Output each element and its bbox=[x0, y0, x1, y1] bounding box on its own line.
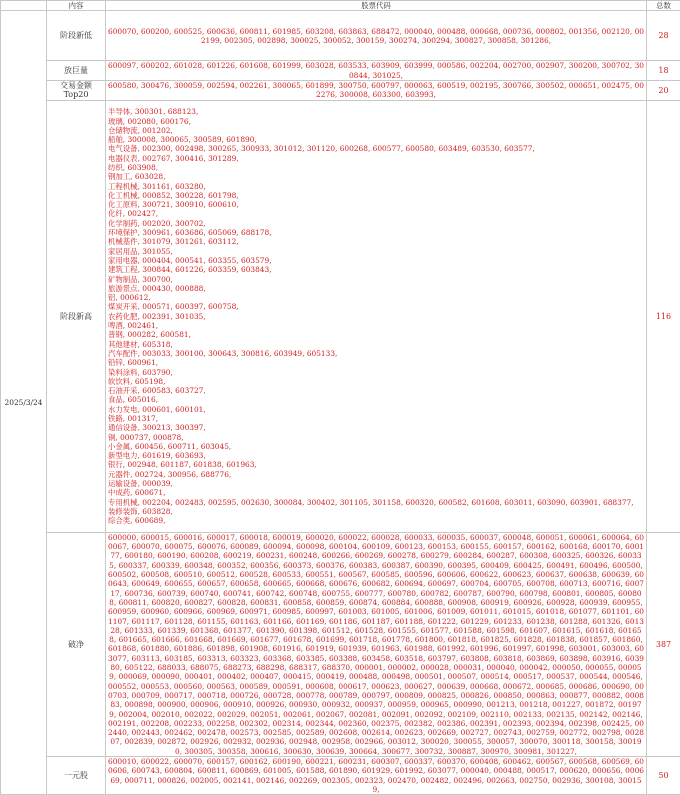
industry-line: 专用机械, 002204, 002483, 002595, 002630, 300084, 300402, 301105, 301158, 600320, 600582, 601608, 603011, 603090, 603901, 688377, bbox=[108, 498, 644, 507]
category-cell: 一元股 bbox=[47, 757, 106, 795]
header-row bbox=[1, 1, 680, 11]
industry-line: 化工原料, 300721, 300910, 600610, bbox=[108, 200, 644, 209]
count-cell: 50 bbox=[647, 757, 680, 795]
industry-line: 银行, 002948, 601187, 601838, 601963, bbox=[108, 460, 644, 469]
category-cell: 阶段新低 bbox=[47, 11, 106, 61]
industry-line: 运输设备, 000039, bbox=[108, 479, 644, 488]
industry-line: 铅锌, 600961, bbox=[108, 358, 644, 367]
header-content: 内容 bbox=[47, 1, 106, 11]
industry-line: 旅游景点, 000430, 000888, bbox=[108, 284, 644, 293]
category-cell: 阶段新高 bbox=[47, 100, 106, 532]
category-cell: 放巨量 bbox=[47, 61, 106, 81]
industry-line: 水力发电, 000601, 600101, bbox=[108, 405, 644, 414]
count-cell: 116 bbox=[647, 100, 680, 532]
industry-line: 食品, 605016, bbox=[108, 395, 644, 404]
industry-line: 啤酒, 002461, bbox=[108, 321, 644, 330]
codes-cell: 600097, 600202, 601028, 601226, 601608, 601999, 603028, 603533, 603909, 603999, 000586, 002204, 002700, 002907, 300200, 300702, 300844, 301025, bbox=[106, 61, 647, 81]
industry-line: 其他建材, 605318, bbox=[108, 340, 644, 349]
table-row bbox=[1, 11, 680, 61]
industry-line: 装修装饰, 603828, bbox=[108, 507, 644, 516]
industry-line: 纺织, 603908, bbox=[108, 163, 644, 172]
industry-line: 仓储物流, 001202, bbox=[108, 126, 644, 135]
industry-line: 建筑工程, 300844, 601226, 603359, 603843, bbox=[108, 265, 644, 274]
industry-line: 综合类, 600689, bbox=[108, 516, 644, 525]
industry-line: 软饮料, 605198, bbox=[108, 377, 644, 386]
industry-line: 化工机械, 000852, 300228, 601798, bbox=[108, 191, 644, 200]
industry-line: 化学制药, 002020, 300702, bbox=[108, 219, 644, 228]
category-cell: 交易金额Top20 bbox=[47, 80, 106, 100]
industry-line: 矿物制品, 300700, bbox=[108, 275, 644, 284]
industry-line: 化纤, 002427, bbox=[108, 209, 644, 218]
codes-cell: 600580, 300476, 300059, 002594, 002261, 300065, 601899, 300750, 600797, 000063, 600519, 002195, 300766, 300502, 000651, 002475, 002276, 300008, 603300, 603993, bbox=[106, 80, 647, 100]
category-cell: 破净 bbox=[47, 532, 106, 756]
industry-line: 工程机械, 301161, 603280, bbox=[108, 182, 644, 191]
table-row bbox=[1, 80, 680, 100]
codes-cell: 600000, 600015, 600016, 600017, 600018, 600019, 600020, 600022, 600028, 600033, 600035, 600037, 600048, 600051, 600061, 600064, 600067, 600070, 600075, 600076, 600089, 600094, 600098, 600104, 600109, 600123, 600153, 600155, 600157, 600162, 600168, 600170, 600177, 600180, 600190, 600208, 600219, 600231, 600248, 600266, 600269, 600278, 600279, 600284, 600287, 600308, 600325, 600326, 600335, 600337, 600339, 600348, 600352, 600356, 600373, 600376, 600383, 600387, 600390, 600395, 600409, 600425, 600491, 600496, 600500, 600502, 600508, 600510, 600512, 600528, 600533, 600551, 600567, 600585, 600596, 600606, 600622, 600623, 600637, 600638, 600639, 600643, 600649, 600655, 600657, 600658, 600665, 600668, 600676, 600682, 600694, 600697, 600704, 600705, 600708, 600713, 600716, 600717, 600736, 600739, 600740, 600741, 600742, 600748, 600755, 600777, 600780, 600782, 600787, 600790, 600798, 600801, 600805, 600808, 600811, 600820, 600827, 600828, 600831, 600858, 600859, 600874, 600884, 600888, 600908, 600919, 600926, 600928, 600939, 600955, 600959, 600960, 600966, 600969, 600971, 600985, 600997, 601003, 601005, 601006, 601009, 601011, 601015, 601018, 601077, 601101, 601107, 601117, 601128, 601155, 601163, 601166, 601169, 601186, 601187, 601188, 601222, 601229, 601233, 601238, 601288, 601326, 601328, 601333, 601339, 601368, 601377, 601390, 601398, 601512, 601528, 601555, 601577, 601588, 601598, 601607, 601615, 601618, 601658, 601665, 601666, 601668, 601669, 601677, 601678, 601699, 601718, 601778, 601800, 601818, 601825, 601828, 601838, 601857, 601860, 601868, 601880, 601886, 601898, 601908, 601916, 601919, 601939, 601963, 601988, 601992, 601996, 601997, 601998, 603001, 603003, 603077, 603113, 603185, 603313, 603323, 603368, 603385, 603388, 603458, 603518, 603797, 603808, 603818, 603869, 603898, 603916, 603980, 605122, 688033, 688075, 688273, 688298, 688317, 688370, 000001, 000002, 000028, 000031, 000040, 000042, 000050, 000055, 000059, 000069, 000090, 000401, 000402, 000407, 000415, 000419, 000488, 000498, 000501, 000507, 000514, 000517, 000537, 000544, 000546, 000552, 000553, 000560, 000563, 000589, 000591, 000608, 000617, 000623, 000627, 000639, 000668, 000672, 000685, 000686, 000690, 000703, 000709, 000717, 000718, 000726, 000728, 000778, 000789, 000797, 000809, 000825, 000826, 000850, 000863, 000877, 000882, 000883, 000898, 000900, 000906, 000910, 000926, 000930, 000932, 000937, 000959, 000965, 000990, 001213, 001218, 001227, 001872, 001979, 002004, 002010, 002022, 002029, 002051, 002061, 002067, 002081, 002091, 002092, 002109, 002110, 002133, 002135, 002142, 002146, 002191, 002208, 002233, 002258, 002302, 002314, 002344, 002360, 002375, 002382, 002386, 002391, 002393, 002394, 002398, 002425, 002440, 002443, 002462, 002478, 002573, 002585, 002589, 002608, 002614, 002623, 002669, 002727, 002743, 002759, 002772, 002798, 002807, 002839, 002872, 002926, 002932, 002936, 002948, 002958, 002966, 003012, 300020, 300055, 300057, 300070, 300118, 300158, 300190, 300305, 300358, 300616, 300630, 300639, 300664, 300677, 300732, 300887, 300970, 300981, 301227, bbox=[106, 532, 647, 756]
industry-line: 电器仪表, 002767, 300416, 301289, bbox=[108, 154, 644, 163]
industry-line: 环境保护, 300961, 603686, 605069, 688178, bbox=[108, 228, 644, 237]
industry-line: 铜, 000737, 000878, bbox=[108, 433, 644, 442]
industry-line: 家居用品, 301055, bbox=[108, 247, 644, 256]
industry-line: 中成药, 600671, bbox=[108, 488, 644, 497]
industry-line: 汽车配件, 003033, 300100, 300643, 300816, 603949, 605133, bbox=[108, 349, 644, 358]
count-cell: 28 bbox=[647, 11, 680, 61]
industry-line: 电气设备, 002300, 002498, 300265, 300933, 301012, 301120, 600268, 600577, 600580, 603489, 603530, 603577, bbox=[108, 144, 644, 153]
count-cell: 18 bbox=[647, 61, 680, 81]
date-cell: 2025/3/24 bbox=[1, 11, 47, 795]
codes-cell: 600070, 600200, 600525, 600636, 600811, 601985, 603208, 603863, 688472, 000040, 000488, 000668, 000736, 000802, 001356, 002120, 002199, 002305, 002898, 300025, 300052, 300159, 300274, 300294, 300827, 300858, 301286, bbox=[106, 11, 647, 61]
industry-line: 机械基件, 301079, 301261, 603112, bbox=[108, 237, 644, 246]
industry-line: 钢加工, 603028, bbox=[108, 172, 644, 181]
industry-line: 家用电器, 000404, 000541, 603355, 603579, bbox=[108, 256, 644, 265]
industry-line: 普钢, 000282, 600581, bbox=[108, 330, 644, 339]
table-row bbox=[1, 757, 680, 795]
industry-line: 船舶, 300008, 300065, 300589, 601890, bbox=[108, 135, 644, 144]
count-cell: 20 bbox=[647, 80, 680, 100]
industry-line: 煤炭开采, 000571, 600397, 600758, bbox=[108, 302, 644, 311]
header-date bbox=[1, 1, 47, 11]
industry-line: 元器件, 002724, 300956, 688776, bbox=[108, 470, 644, 479]
header-total: 总数 bbox=[647, 1, 680, 11]
header-codes: 股票代码 bbox=[106, 1, 647, 11]
count-cell: 387 bbox=[647, 532, 680, 756]
industry-line: 染料涂料, 603790, bbox=[108, 368, 644, 377]
table-row bbox=[1, 61, 680, 81]
table-row bbox=[1, 100, 680, 532]
industry-line: 农药化肥, 002391, 301035, bbox=[108, 312, 644, 321]
industry-line: 通信设备, 300213, 300397, bbox=[108, 423, 644, 432]
codes-cell: 600010, 600022, 600070, 600157, 600162, 600190, 600221, 600231, 600307, 600337, 600370, 600408, 600462, 600567, 600568, 600569, 600606, 600743, 600804, 600811, 600869, 601005, 601588, 601890, 601929, 601992, 603077, 000040, 000488, 000517, 000620, 000656, 000669, 000711, 000826, 002005, 002141, 002146, 002269, 002305, 002323, 002470, 002482, 002496, 002663, 002750, 002936, 300108, 300159, bbox=[106, 757, 647, 795]
industry-line: 小金属, 600456, 600711, 603045, bbox=[108, 442, 644, 451]
industry-line: 新型电力, 601619, 603693, bbox=[108, 451, 644, 460]
industry-list-cell bbox=[106, 100, 647, 532]
industry-line: 石油开采, 600583, 603727, bbox=[108, 386, 644, 395]
industry-line: 铁路, 001317, bbox=[108, 414, 644, 423]
table-row bbox=[1, 532, 680, 756]
industry-line: 半导体, 300301, 688123, bbox=[108, 107, 644, 116]
industry-line: 铝, 000612, bbox=[108, 293, 644, 302]
industry-line: 玻璃, 002080, 600176, bbox=[108, 117, 644, 126]
